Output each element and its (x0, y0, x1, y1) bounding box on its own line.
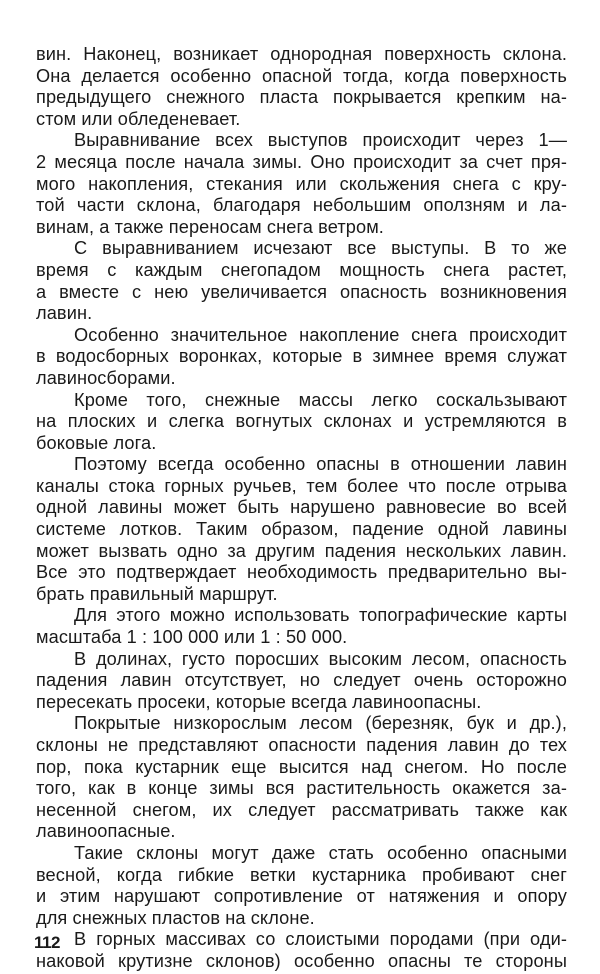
text-line: Она делается особенно опасной тогда, когда поверхность (36, 65, 567, 86)
text-line: пор, пока кустарник еще высится над снегом. Но после (36, 756, 567, 777)
text-line: вин. Наконец, возникает однородная поверхность склона. (36, 44, 567, 64)
text-line: лавиносборами. (36, 367, 176, 388)
page-body (36, 44, 567, 973)
text-line: лавин. (36, 303, 93, 324)
paragraph (36, 130, 567, 238)
text-line: Такие склоны могут даже стать особенно опасными (74, 842, 567, 863)
text-line: падения лавин отсутствует, но следует очень осторожно (36, 670, 567, 691)
paragraph (36, 325, 567, 390)
text-line: склоны не представляют опасности падения лавин до тех (36, 735, 567, 755)
text-line: весной, когда гибкие ветки кустарника пробивают снег (36, 864, 567, 885)
text-line: наковой крутизне склонов) особенно опасны те стороны (36, 950, 567, 971)
text-line: Все это подтверждает необходимость предварительно вы- (36, 562, 567, 583)
text-line: Особенно значительное накопление снега происходит (74, 324, 567, 345)
text-line: С выравниванием исчезают все выступы. В то же (74, 238, 567, 259)
text-line: брать правильный маршрут. (36, 583, 278, 604)
text-line: несенной снегом, их следует рассматривать также как (36, 799, 567, 820)
paragraph (36, 929, 567, 972)
text-line: 2 месяца после начала зимы. Оно происходит за счет пря- (36, 151, 567, 172)
text-line: Поэтому всегда особенно опасны в отношении лавин (74, 454, 567, 475)
text-line: лавиноопасные. (36, 821, 176, 842)
text-line: В горных массивах со слоистыми породами (при оди- (74, 929, 567, 950)
text-line: В долинах, густо поросших высоким лесом, опасность (74, 648, 567, 669)
text-line: для снежных пластов на склоне. (36, 907, 315, 928)
text-line: стом или обледеневает. (36, 108, 241, 129)
text-line: мого накопления, стекания или скольжения снега с кру- (36, 173, 567, 194)
text-line: Покрытые низкорослым лесом (березняк, бук и др.), (74, 713, 567, 734)
text-line: того, как в конце зимы вся растительность окажется за- (36, 778, 567, 799)
text-line: одной лавины может быть нарушено равновесие во всей (36, 497, 567, 518)
paragraph (36, 44, 567, 130)
text-line: Кроме того, снежные массы легко соскальзывают (74, 389, 567, 410)
text-line: Для этого можно использовать топографические карты (74, 605, 567, 626)
text-line: может вызвать одно за другим падения нескольких лавин. (36, 540, 567, 561)
text-line: каналы стока горных ручьев, тем более что после отрыва (36, 475, 567, 496)
text-line: пересекать просеки, которые всегда лавиноопасны. (36, 691, 482, 712)
text-line: винам, а также переносам снега ветром. (36, 216, 384, 237)
paragraph (36, 649, 567, 714)
text-line: той части склона, благодаря небольшим оползням и ла- (36, 195, 567, 216)
text-line: и этим нарушают сопротивление от натяжения и опору (36, 886, 567, 907)
page-number: 112 (34, 933, 60, 952)
paragraph (36, 238, 567, 324)
text-line: системе лотков. Таким образом, падение одной лавины (36, 519, 567, 540)
text-line: в водосборных воронках, которые в зимнее время служат (36, 346, 567, 367)
paragraph (36, 454, 567, 605)
paragraph (36, 713, 567, 843)
text-line: боковые лога. (36, 432, 157, 453)
text-line: на плоских и слегка вогнутых склонах и устремляются в (36, 411, 567, 432)
paragraph (36, 390, 567, 455)
text-line: а вместе с нею увеличивается опасность возникновения (36, 281, 567, 302)
text-line: время с каждым снегопадом мощность снега растет, (36, 259, 567, 280)
paragraph (36, 605, 567, 648)
text-line: предыдущего снежного пласта покрывается крепким на- (36, 87, 567, 108)
text-line: масштаба 1 : 100 000 или 1 : 50 000. (36, 627, 348, 648)
paragraph (36, 843, 567, 929)
text-line: Выравнивание всех выступов происходит через 1— (74, 130, 567, 151)
